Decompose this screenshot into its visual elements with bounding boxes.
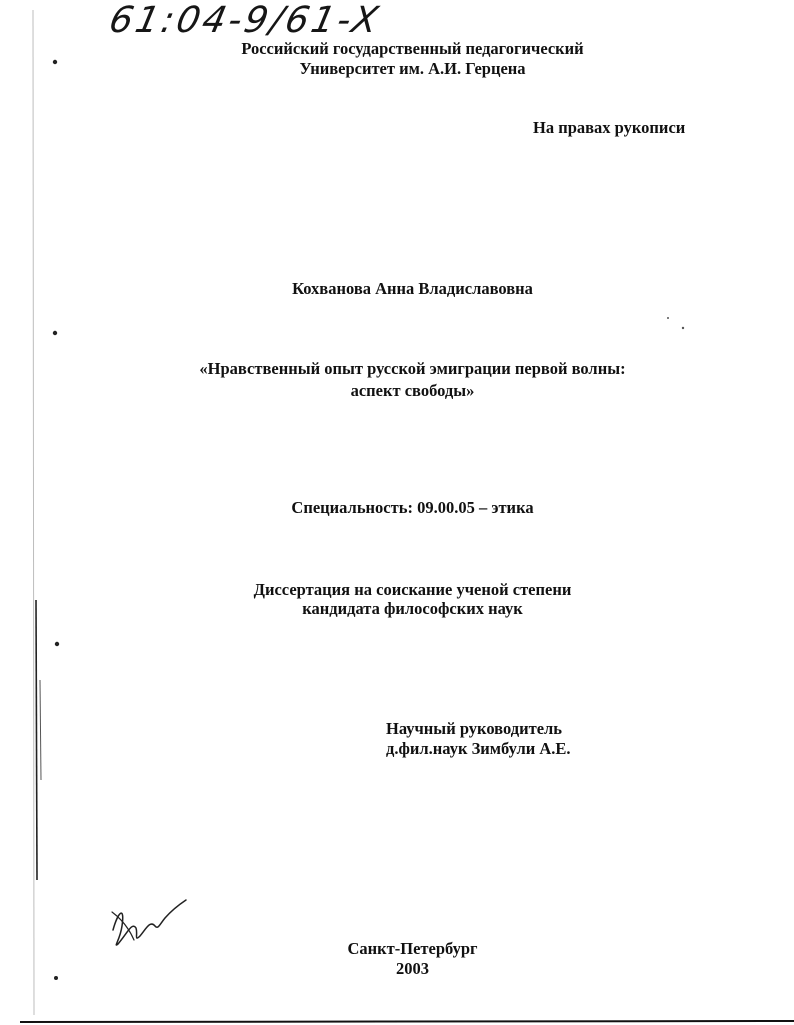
supervisor-name: д.фил.наук Зимбули А.Е. xyxy=(386,739,571,758)
degree-line-2: кандидата философских наук xyxy=(302,599,523,618)
binding-hole-mark-3 xyxy=(55,642,59,646)
binding-hole-mark-2 xyxy=(53,331,57,335)
scan-edge-line-left xyxy=(33,10,34,1015)
scan-edge-line-bottom xyxy=(20,1021,794,1022)
institution-line-1: Российский государственный педагогический xyxy=(241,39,584,58)
rights-note: На правах рукописи xyxy=(533,118,686,137)
archive-code-handwritten: 61:04-9/61-X xyxy=(105,0,385,41)
title-line-1: «Нравственный опыт русской эмиграции первой волны: xyxy=(199,359,626,378)
scan-edge-line-left-dark xyxy=(36,600,37,880)
scan-edge-line-left-faint xyxy=(40,680,41,780)
binding-hole-mark-1 xyxy=(53,60,57,64)
supervisor-label: Научный руководитель xyxy=(386,719,562,738)
institution-line-2: Университет им. А.И. Герцена xyxy=(299,59,526,78)
title-line-2: аспект свободы» xyxy=(350,381,475,400)
handwritten-signature-icon xyxy=(113,900,186,945)
speck-1 xyxy=(667,317,669,319)
speck-2 xyxy=(682,327,684,329)
year: 2003 xyxy=(396,959,429,978)
specialty: Специальность: 09.00.05 – этика xyxy=(291,498,534,517)
binding-hole-mark-4 xyxy=(54,976,58,980)
author-name: Кохванова Анна Владиславовна xyxy=(292,279,533,298)
degree-line-1: Диссертация на соискание ученой степени xyxy=(253,580,572,599)
city: Санкт-Петербург xyxy=(347,939,478,958)
